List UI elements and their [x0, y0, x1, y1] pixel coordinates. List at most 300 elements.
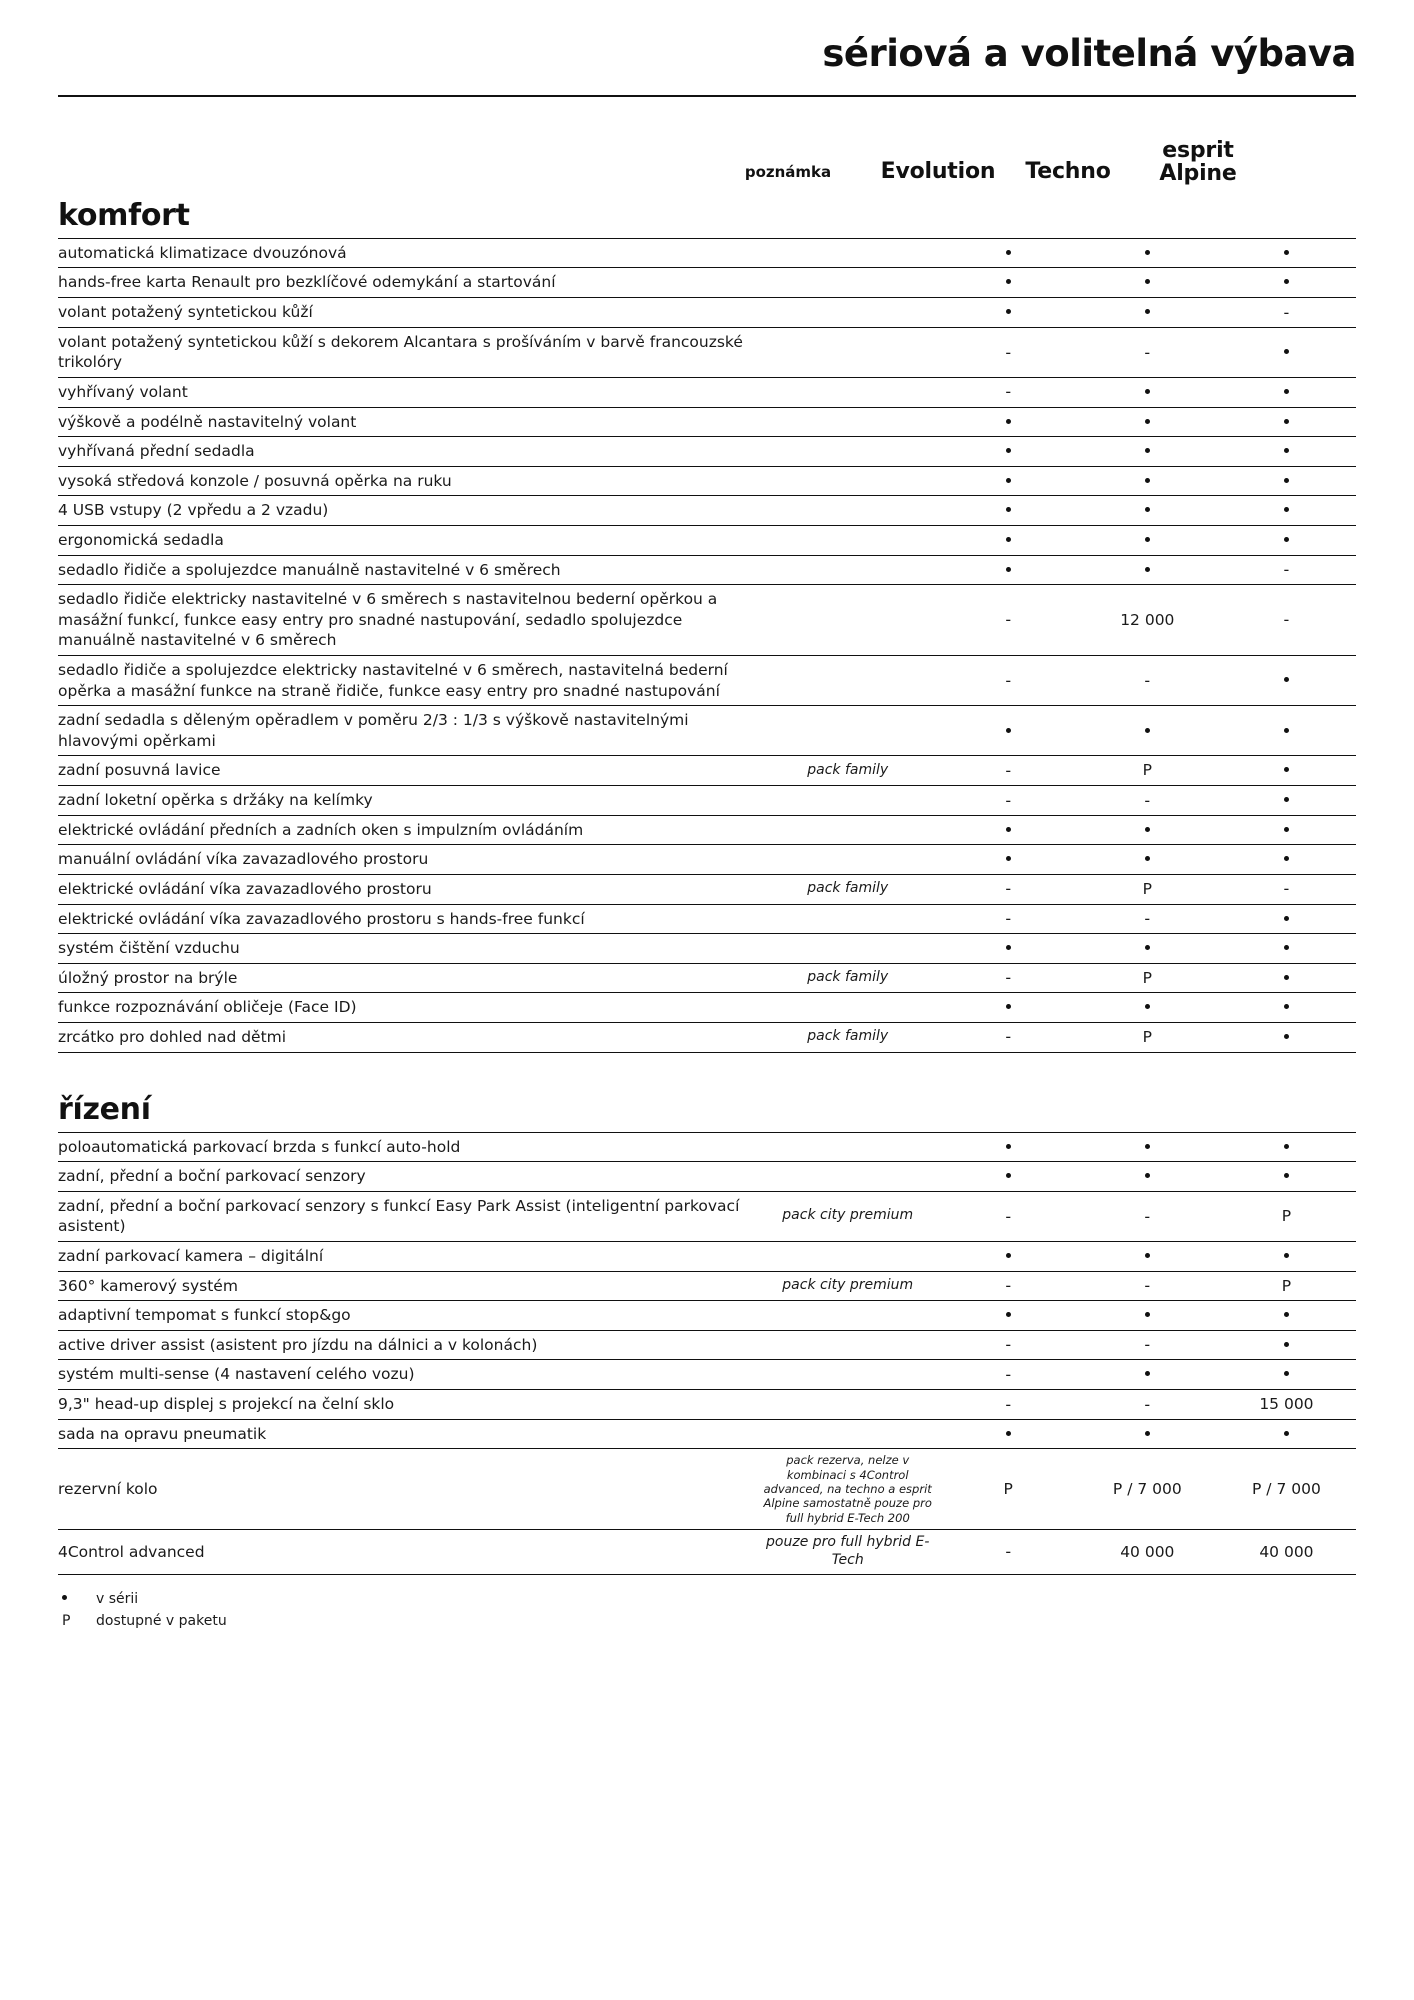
- not-available-marker: -: [1144, 909, 1151, 928]
- table-row: [58, 238, 1356, 268]
- table-row: [58, 407, 1356, 437]
- standard-marker: [1006, 945, 1011, 950]
- value-cell-esprit-alpine: 15 000: [1259, 1395, 1314, 1414]
- value-cell-techno: P: [1142, 968, 1152, 987]
- table-row: [58, 437, 1356, 467]
- feature-note: [757, 1330, 939, 1360]
- standard-marker: [1284, 279, 1289, 284]
- standard-marker: [1145, 728, 1150, 733]
- value-cell-techno: [1078, 437, 1217, 467]
- table-row: [58, 706, 1356, 756]
- value-cell-techno: [1078, 706, 1217, 756]
- value-cell-evolution: [939, 525, 1078, 555]
- not-available-marker: -: [1005, 1542, 1012, 1562]
- standard-marker: [1145, 856, 1150, 861]
- value-cell-esprit-alpine: [1217, 327, 1356, 377]
- not-available-marker: -: [1283, 879, 1290, 899]
- table-row: [58, 1360, 1356, 1390]
- value-cell-esprit-alpine: [1217, 963, 1356, 993]
- not-available-marker: -: [1144, 342, 1151, 362]
- feature-label: sedadlo řidiče elektricky nastavitelné v 6 směrech s nastavitelnou bederní opěrkou a masážní funkcí, funkce easy entry pro snadné nastupování, sedadlo spolujezdce manuálně nastavitelné v 6 směrech: [58, 590, 718, 650]
- feature-note: [757, 496, 939, 526]
- value-cell-evolution: [939, 963, 1078, 993]
- feature-label: rezervní kolo: [58, 1479, 158, 1498]
- value-cell-evolution: [939, 1330, 1078, 1360]
- feature-note: [757, 585, 939, 656]
- standard-marker: [1006, 1144, 1011, 1149]
- not-available-marker: -: [1144, 1394, 1151, 1414]
- value-cell-techno: [1078, 555, 1217, 585]
- column-header-esprit-alpine: [1133, 139, 1263, 185]
- value-cell-evolution: [939, 466, 1078, 496]
- value-cell-techno: [1078, 377, 1217, 407]
- standard-marker: [1006, 448, 1011, 453]
- value-cell-esprit-alpine: [1217, 845, 1356, 875]
- table-row: [58, 1162, 1356, 1192]
- value-cell-esprit-alpine: [1217, 1132, 1356, 1162]
- value-cell-techno: [1078, 904, 1217, 934]
- legend-text: v sérii: [96, 1590, 139, 1607]
- feature-note: [757, 1419, 939, 1449]
- value-cell-evolution: [939, 496, 1078, 526]
- feature-note: pack city premium: [782, 1276, 914, 1293]
- value-cell-techno: [1078, 466, 1217, 496]
- value-cell-esprit-alpine: [1217, 298, 1356, 328]
- standard-marker: [1145, 1431, 1150, 1436]
- standard-marker: [1145, 1004, 1150, 1009]
- feature-label: vyhřívaný volant: [58, 382, 188, 401]
- feature-label: zrcátko pro dohled nad dětmi: [58, 1027, 287, 1046]
- column-header-techno: Techno: [1025, 158, 1111, 184]
- table-row: [58, 1241, 1356, 1271]
- value-cell-techno: [1078, 1390, 1217, 1420]
- value-cell-evolution: P: [1003, 1479, 1013, 1498]
- legend-item: [58, 1589, 1356, 1611]
- feature-label: elektrické ovládání víka zavazadlového prostoru: [58, 879, 432, 898]
- value-cell-esprit-alpine: [1217, 1419, 1356, 1449]
- standard-marker: [1006, 419, 1011, 424]
- standard-marker: [1284, 537, 1289, 542]
- feature-label: 4 USB vstupy (2 vpředu a 2 vzadu): [58, 501, 329, 520]
- feature-label: zadní loketní opěrka s držáky na kelímky: [58, 791, 373, 810]
- table-row: [58, 1132, 1356, 1162]
- table-row: [58, 1449, 1356, 1530]
- value-cell-evolution: [939, 934, 1078, 964]
- spec-table-rizeni: [58, 1132, 1356, 1575]
- not-available-marker: -: [1144, 1276, 1151, 1296]
- feature-label: systém čištění vzduchu: [58, 939, 240, 958]
- standard-marker: [1284, 1144, 1289, 1149]
- value-cell-techno: [1078, 815, 1217, 845]
- table-row: [58, 1022, 1356, 1052]
- value-cell-techno: [1078, 1132, 1217, 1162]
- feature-label: sedadlo řidiče a spolujezdce manuálně nastavitelné v 6 směrech: [58, 560, 561, 579]
- value-cell-esprit-alpine: [1217, 815, 1356, 845]
- standard-marker: [1284, 419, 1289, 424]
- standard-marker: [1145, 419, 1150, 424]
- feature-note: [757, 327, 939, 377]
- value-cell-esprit-alpine: [1217, 496, 1356, 526]
- value-cell-techno: [1078, 238, 1217, 268]
- standard-marker: [1145, 1253, 1150, 1258]
- feature-label: elektrické ovládání předních a zadních oken s impulzním ovládáním: [58, 820, 584, 839]
- feature-label: 360° kamerový systém: [58, 1276, 238, 1295]
- value-cell-evolution: [939, 993, 1078, 1023]
- standard-marker: [1284, 1312, 1289, 1317]
- value-cell-techno: [1078, 268, 1217, 298]
- feature-label: 9,3" head-up displej s projekcí na čelní sklo: [58, 1395, 395, 1414]
- value-cell-esprit-alpine: [1217, 407, 1356, 437]
- not-available-marker: -: [1005, 1335, 1012, 1355]
- standard-marker: [1284, 1173, 1289, 1178]
- value-cell-evolution: [939, 268, 1078, 298]
- table-row: [58, 845, 1356, 875]
- feature-label: elektrické ovládání víka zavazadlového prostoru s hands-free funkcí: [58, 909, 585, 928]
- feature-label: volant potažený syntetickou kůží s dekorem Alcantara s prošíváním v barvě francouzské trikolóry: [58, 332, 743, 372]
- value-cell-esprit-alpine: [1217, 525, 1356, 555]
- value-cell-evolution: [939, 1360, 1078, 1390]
- feature-note: pouze pro full hybrid E-Tech: [766, 1534, 930, 1569]
- standard-marker: [1284, 478, 1289, 483]
- table-row: [58, 1271, 1356, 1301]
- value-cell-esprit-alpine: [1217, 874, 1356, 904]
- value-cell-techno: [1078, 407, 1217, 437]
- standard-marker: [1145, 1173, 1150, 1178]
- value-cell-techno: [1078, 496, 1217, 526]
- not-available-marker: -: [1005, 1206, 1012, 1226]
- standard-marker: [1145, 1371, 1150, 1376]
- value-cell-techno: [1078, 934, 1217, 964]
- value-cell-techno: [1078, 656, 1217, 706]
- feature-note: [757, 268, 939, 298]
- header-divider: [58, 95, 1356, 97]
- standard-marker: [1145, 1312, 1150, 1317]
- standard-marker: [1145, 309, 1150, 314]
- feature-note: [757, 656, 939, 706]
- feature-note: [757, 706, 939, 756]
- value-cell-esprit-alpine: [1217, 1022, 1356, 1052]
- standard-marker: [1284, 767, 1289, 772]
- not-available-marker: -: [1005, 342, 1012, 362]
- feature-label: poloautomatická parkovací brzda s funkcí auto-hold: [58, 1137, 461, 1156]
- standard-marker: [1006, 856, 1011, 861]
- standard-marker: [1284, 448, 1289, 453]
- value-cell-techno: [1078, 1162, 1217, 1192]
- standard-marker: [1284, 507, 1289, 512]
- not-available-marker: -: [1005, 760, 1012, 780]
- feature-note: [757, 1241, 939, 1271]
- table-row: [58, 555, 1356, 585]
- table-row: [58, 993, 1356, 1023]
- value-cell-techno: [1078, 1191, 1217, 1241]
- value-cell-techno: [1078, 298, 1217, 328]
- not-available-marker: -: [1005, 909, 1012, 928]
- value-cell-techno: [1078, 993, 1217, 1023]
- value-cell-evolution: [939, 1271, 1078, 1301]
- legend-symbol: P: [62, 1612, 71, 1629]
- value-cell-esprit-alpine: [1217, 466, 1356, 496]
- standard-marker: [1284, 1371, 1289, 1376]
- feature-note: [757, 466, 939, 496]
- feature-note: pack rezerva, nelze v kombinaci s 4Control advanced, na techno a esprit Alpine samostatně pouze pro full hybrid E-Tech 200: [763, 1453, 932, 1525]
- feature-note: [757, 377, 939, 407]
- not-available-marker: -: [1005, 968, 1012, 988]
- value-cell-evolution: [939, 1301, 1078, 1331]
- feature-label: active driver assist (asistent pro jízdu na dálnici a v kolonách): [58, 1335, 538, 1354]
- spec-table-komfort: [58, 238, 1356, 1053]
- value-cell-techno: [1078, 327, 1217, 377]
- feature-note: [757, 1360, 939, 1390]
- value-cell-techno: [1078, 1241, 1217, 1271]
- standard-marker: [1145, 279, 1150, 284]
- value-cell-evolution: [939, 1132, 1078, 1162]
- feature-label: adaptivní tempomat s funkcí stop&go: [58, 1306, 351, 1325]
- feature-note: [757, 786, 939, 816]
- value-cell-esprit-alpine: [1217, 756, 1356, 786]
- value-cell-evolution: [939, 786, 1078, 816]
- table-row: [58, 815, 1356, 845]
- not-available-marker: -: [1005, 790, 1012, 810]
- feature-note: [757, 437, 939, 467]
- value-cell-evolution: [939, 815, 1078, 845]
- value-cell-esprit-alpine: P: [1281, 1207, 1292, 1226]
- value-cell-techno: P: [1142, 761, 1152, 780]
- standard-marker: [1284, 1342, 1289, 1347]
- value-cell-esprit-alpine: [1217, 706, 1356, 756]
- standard-marker: [1006, 567, 1011, 572]
- value-cell-techno: [1078, 1360, 1217, 1390]
- feature-note: pack family: [807, 880, 889, 897]
- feature-label: vysoká středová konzole / posuvná opěrka na ruku: [58, 471, 452, 490]
- feature-label: sedadlo řidiče a spolujezdce elektricky nastavitelné v 6 směrech, nastavitelná bederní opěrka a masážní funkce na straně řidiče, funkce easy entry pro snadné nastupování: [58, 661, 728, 700]
- table-row: [58, 1330, 1356, 1360]
- standard-marker: [1284, 728, 1289, 733]
- standard-marker: [1145, 507, 1150, 512]
- feature-note: [757, 525, 939, 555]
- standard-marker: [1006, 728, 1011, 733]
- table-row: [58, 1530, 1356, 1575]
- standard-marker: [1284, 827, 1289, 832]
- feature-note: [757, 1132, 939, 1162]
- value-cell-techno: [1078, 786, 1217, 816]
- standard-marker: [1006, 1173, 1011, 1178]
- standard-marker: [1006, 309, 1011, 314]
- value-cell-esprit-alpine: P: [1281, 1276, 1292, 1295]
- not-available-marker: -: [1283, 560, 1290, 580]
- legend-symbol: [58, 1589, 96, 1611]
- not-available-marker: -: [1283, 610, 1290, 630]
- feature-label: systém multi-sense (4 nastavení celého vozu): [58, 1365, 415, 1384]
- page-title: sériová a volitelná výbava: [822, 32, 1356, 75]
- standard-marker: [1145, 250, 1150, 255]
- standard-marker: [1006, 478, 1011, 483]
- not-available-marker: -: [1144, 790, 1151, 810]
- value-cell-evolution: [939, 874, 1078, 904]
- value-cell-evolution: [939, 845, 1078, 875]
- feature-note: [757, 1162, 939, 1192]
- value-cell-esprit-alpine: 40 000: [1259, 1542, 1314, 1561]
- feature-note: pack family: [807, 969, 889, 986]
- not-available-marker: -: [1005, 382, 1012, 402]
- feature-label: sada na opravu pneumatik: [58, 1424, 267, 1443]
- feature-label: automatická klimatizace dvouzónová: [58, 243, 347, 262]
- standard-marker: [1284, 916, 1289, 921]
- value-cell-evolution: [939, 238, 1078, 268]
- feature-note: pack city premium: [782, 1207, 914, 1224]
- value-cell-esprit-alpine: [1217, 1360, 1356, 1390]
- standard-marker: [1284, 1431, 1289, 1436]
- feature-note: [757, 407, 939, 437]
- not-available-marker: -: [1005, 610, 1012, 630]
- value-cell-evolution: [939, 555, 1078, 585]
- table-row: [58, 327, 1356, 377]
- table-row: [58, 1419, 1356, 1449]
- standard-marker: [1284, 1253, 1289, 1258]
- table-row: [58, 298, 1356, 328]
- feature-note: [757, 238, 939, 268]
- table-row: [58, 268, 1356, 298]
- standard-marker: [1006, 250, 1011, 255]
- value-cell-techno: [1078, 525, 1217, 555]
- table-row: [58, 525, 1356, 555]
- table-row: [58, 904, 1356, 934]
- value-cell-evolution: [939, 1162, 1078, 1192]
- table-row: [58, 656, 1356, 706]
- not-available-marker: -: [1005, 1027, 1012, 1047]
- value-cell-esprit-alpine: [1217, 377, 1356, 407]
- value-cell-evolution: [939, 437, 1078, 467]
- feature-label: 4Control advanced: [58, 1542, 205, 1561]
- table-row: [58, 377, 1356, 407]
- standard-marker: [1006, 537, 1011, 542]
- legend: [58, 1589, 1356, 1632]
- table-row: [58, 496, 1356, 526]
- value-cell-techno: P / 7 000: [1112, 1479, 1182, 1498]
- feature-label: zadní posuvná lavice: [58, 761, 221, 780]
- not-available-marker: -: [1005, 879, 1012, 899]
- not-available-marker: -: [1005, 670, 1012, 690]
- not-available-marker: -: [1005, 1394, 1012, 1414]
- table-row: [58, 874, 1356, 904]
- value-cell-evolution: [939, 656, 1078, 706]
- standard-marker: [1145, 478, 1150, 483]
- standard-marker: [1006, 1004, 1011, 1009]
- feature-note: [757, 815, 939, 845]
- value-cell-esprit-alpine: [1217, 585, 1356, 656]
- standard-marker: [1284, 797, 1289, 802]
- value-cell-evolution: [939, 1390, 1078, 1420]
- standard-marker: [1006, 279, 1011, 284]
- value-cell-esprit-alpine: [1217, 555, 1356, 585]
- feature-note: [757, 555, 939, 585]
- feature-note: [757, 845, 939, 875]
- column-header-row: [58, 139, 1356, 193]
- feature-label: zadní sedadla s děleným opěradlem v poměru 2/3 : 1/3 s výškově nastavitelnými hlavovými opěrkami: [58, 711, 689, 750]
- value-cell-esprit-alpine: [1217, 993, 1356, 1023]
- table-row: [58, 934, 1356, 964]
- value-cell-evolution: [939, 327, 1078, 377]
- table-row: [58, 1301, 1356, 1331]
- feature-note: [757, 1390, 939, 1420]
- feature-note: pack family: [807, 761, 889, 778]
- standard-marker: [1145, 1144, 1150, 1149]
- value-cell-esprit-alpine: [1217, 1301, 1356, 1331]
- feature-note: [757, 1301, 939, 1331]
- value-cell-evolution: [939, 1419, 1078, 1449]
- value-cell-esprit-alpine: [1217, 437, 1356, 467]
- table-row: [58, 466, 1356, 496]
- standard-marker: [1145, 448, 1150, 453]
- value-cell-techno: P: [1142, 1027, 1152, 1046]
- not-available-marker: -: [1144, 1335, 1151, 1355]
- not-available-marker: -: [1005, 1276, 1012, 1296]
- not-available-marker: -: [1144, 1206, 1151, 1226]
- value-cell-evolution: [939, 904, 1078, 934]
- feature-label: hands-free karta Renault pro bezklíčové odemykání a startování: [58, 273, 556, 292]
- value-cell-esprit-alpine: [1217, 656, 1356, 706]
- value-cell-esprit-alpine: [1217, 268, 1356, 298]
- feature-note: [757, 934, 939, 964]
- esprit-alpine-line-2: Alpine: [1159, 160, 1237, 186]
- feature-label: zadní, přední a boční parkovací senzory s funkcí Easy Park Assist (inteligentní parkovací asistent): [58, 1196, 740, 1236]
- value-cell-esprit-alpine: [1217, 1162, 1356, 1192]
- column-header-note: poznámka: [744, 162, 832, 181]
- standard-marker: [1284, 856, 1289, 861]
- table-row: [58, 1191, 1356, 1241]
- standard-marker: [1006, 1431, 1011, 1436]
- value-cell-evolution: [939, 756, 1078, 786]
- value-cell-esprit-alpine: [1217, 934, 1356, 964]
- feature-label: volant potažený syntetickou kůží: [58, 303, 313, 322]
- value-cell-techno: [1078, 1301, 1217, 1331]
- value-cell-evolution: [939, 298, 1078, 328]
- table-row: [58, 963, 1356, 993]
- not-available-marker: -: [1005, 1364, 1012, 1384]
- document-header: [58, 34, 1356, 85]
- standard-marker: [1006, 827, 1011, 832]
- esprit-alpine-line-1: esprit: [1162, 137, 1234, 163]
- standard-marker: [1006, 507, 1011, 512]
- value-cell-evolution: [939, 1191, 1078, 1241]
- value-cell-evolution: [939, 1241, 1078, 1271]
- feature-label: zadní, přední a boční parkovací senzory: [58, 1167, 366, 1186]
- feature-label: ergonomická sedadla: [58, 530, 224, 549]
- standard-marker: [1006, 1253, 1011, 1258]
- feature-label: funkce rozpoznávání obličeje (Face ID): [58, 998, 357, 1017]
- standard-marker: [1145, 827, 1150, 832]
- standard-marker: [1284, 945, 1289, 950]
- standard-marker: [1145, 567, 1150, 572]
- not-available-marker: -: [1283, 302, 1290, 322]
- feature-note: [757, 993, 939, 1023]
- standard-marker: [1284, 389, 1289, 394]
- value-cell-evolution: [939, 585, 1078, 656]
- value-cell-techno: [1078, 1419, 1217, 1449]
- table-row: [58, 1390, 1356, 1420]
- standard-marker: [1284, 1034, 1289, 1039]
- standard-marker: [1284, 975, 1289, 980]
- standard-marker: [1284, 677, 1289, 682]
- feature-label: úložný prostor na brýle: [58, 968, 238, 987]
- value-cell-evolution: [939, 1022, 1078, 1052]
- not-available-marker: -: [1144, 670, 1151, 690]
- feature-label: manuální ovládání víka zavazadlového prostoru: [58, 850, 429, 869]
- standard-marker: [1145, 389, 1150, 394]
- standard-marker: [62, 1595, 67, 1600]
- feature-label: vyhřívaná přední sedadla: [58, 442, 255, 461]
- value-cell-esprit-alpine: [1217, 238, 1356, 268]
- table-row: [58, 786, 1356, 816]
